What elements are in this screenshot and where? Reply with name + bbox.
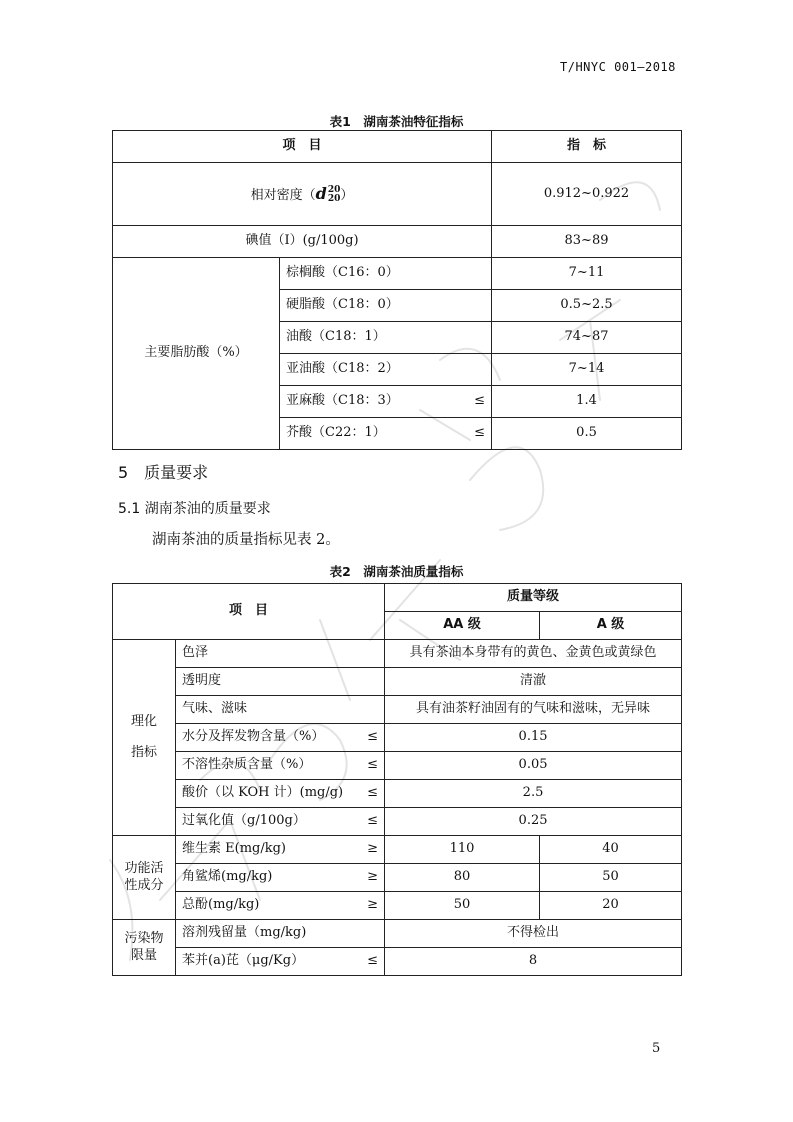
phys-value: 0.15: [385, 724, 682, 752]
table1-header-item: 项 目: [113, 131, 492, 163]
func-item: 维生素 E(mg/kg) ≥: [176, 836, 385, 864]
table2-header-grade: 质量等级: [385, 584, 682, 612]
density-value: 0.912~0.922: [492, 163, 682, 226]
fatty-acid-value: 7~11: [492, 258, 682, 290]
func-value-aa: 80: [385, 864, 540, 892]
page-number: 5: [652, 1041, 661, 1056]
group-pollutant: 污染物 限量: [113, 920, 176, 976]
pol-value: 8: [385, 948, 682, 976]
phys-item: 不溶性杂质含量（%） ≤: [176, 752, 385, 780]
table1-caption: 表1 湖南茶油特征指标: [329, 114, 464, 129]
table2: [112, 583, 682, 976]
pol-item: 苯并(a)芘（μg/Kg） ≤: [176, 948, 385, 976]
pol-value: 不得检出: [385, 920, 682, 948]
document-code: T/HNYC 001—2018: [560, 60, 676, 74]
phys-value: 0.05: [385, 752, 682, 780]
density-label: 相对密度（d 20 20 ）: [113, 163, 492, 226]
table1-header-value: 指 标: [492, 131, 682, 163]
phys-value: 2.5: [385, 780, 682, 808]
phys-item: 水分及挥发物含量（%） ≤: [176, 724, 385, 752]
phys-item: 过氧化值（g/100g） ≤: [176, 808, 385, 836]
table2-header-aa: AA 级: [385, 612, 540, 640]
section-5-heading: 5 质量要求: [118, 463, 209, 482]
phys-value: 清澈: [385, 668, 682, 696]
phys-value: 0.25: [385, 808, 682, 836]
fatty-acid-value: 0.5: [492, 418, 682, 450]
fatty-acid-value: 0.5~2.5: [492, 290, 682, 322]
fatty-acid-name: 硬脂酸（C18：0）: [280, 290, 492, 322]
group-functional: 功能活 性成分: [113, 836, 176, 920]
fatty-acid-name: 亚麻酸（C18：3） ≤: [280, 386, 492, 418]
phys-value: 具有茶油本身带有的黄色、金黄色或黄绿色: [385, 640, 682, 668]
func-value-a: 50: [540, 864, 682, 892]
table2-caption: 表2 湖南茶油质量指标: [329, 564, 464, 579]
phys-item: 透明度: [176, 668, 385, 696]
fatty-acid-value: 7~14: [492, 354, 682, 386]
section-5-1-heading: 5.1 湖南茶油的质量要求: [118, 501, 271, 517]
func-item: 角鲨烯(mg/kg) ≥: [176, 864, 385, 892]
fatty-acid-name: 亚油酸（C18：2）: [280, 354, 492, 386]
table2-header-a: A 级: [540, 612, 682, 640]
fatty-acid-name: 油酸（C18：1）: [280, 322, 492, 354]
section-5-1-body: 湖南茶油的质量指标见表 2。: [152, 532, 340, 548]
pol-item: 溶剂残留量（mg/kg): [176, 920, 385, 948]
func-value-a: 20: [540, 892, 682, 920]
phys-item: 色泽: [176, 640, 385, 668]
func-value-aa: 50: [385, 892, 540, 920]
fatty-acid-name: 棕榈酸（C16：0）: [280, 258, 492, 290]
iodine-label: 碘值（I）(g/100g): [113, 226, 492, 258]
iodine-value: 83~89: [492, 226, 682, 258]
phys-value: 具有油茶籽油固有的气味和滋味，无异味: [385, 696, 682, 724]
group-physicochemical: 理化 指标: [113, 640, 176, 836]
phys-item: 气味、滋味: [176, 696, 385, 724]
fatty-acid-name: 芥酸（C22：1） ≤: [280, 418, 492, 450]
table1: [112, 130, 682, 450]
func-value-aa: 110: [385, 836, 540, 864]
func-item: 总酚(mg/kg) ≥: [176, 892, 385, 920]
density-symbol: d: [315, 183, 327, 203]
phys-item: 酸价（以 KOH 计）(mg/g) ≤: [176, 780, 385, 808]
fatty-acid-group: 主要脂肪酸（%）: [113, 258, 280, 450]
func-value-a: 40: [540, 836, 682, 864]
fatty-acid-value: 1.4: [492, 386, 682, 418]
fatty-acid-value: 74~87: [492, 322, 682, 354]
table2-header-item: 项 目: [113, 584, 385, 640]
